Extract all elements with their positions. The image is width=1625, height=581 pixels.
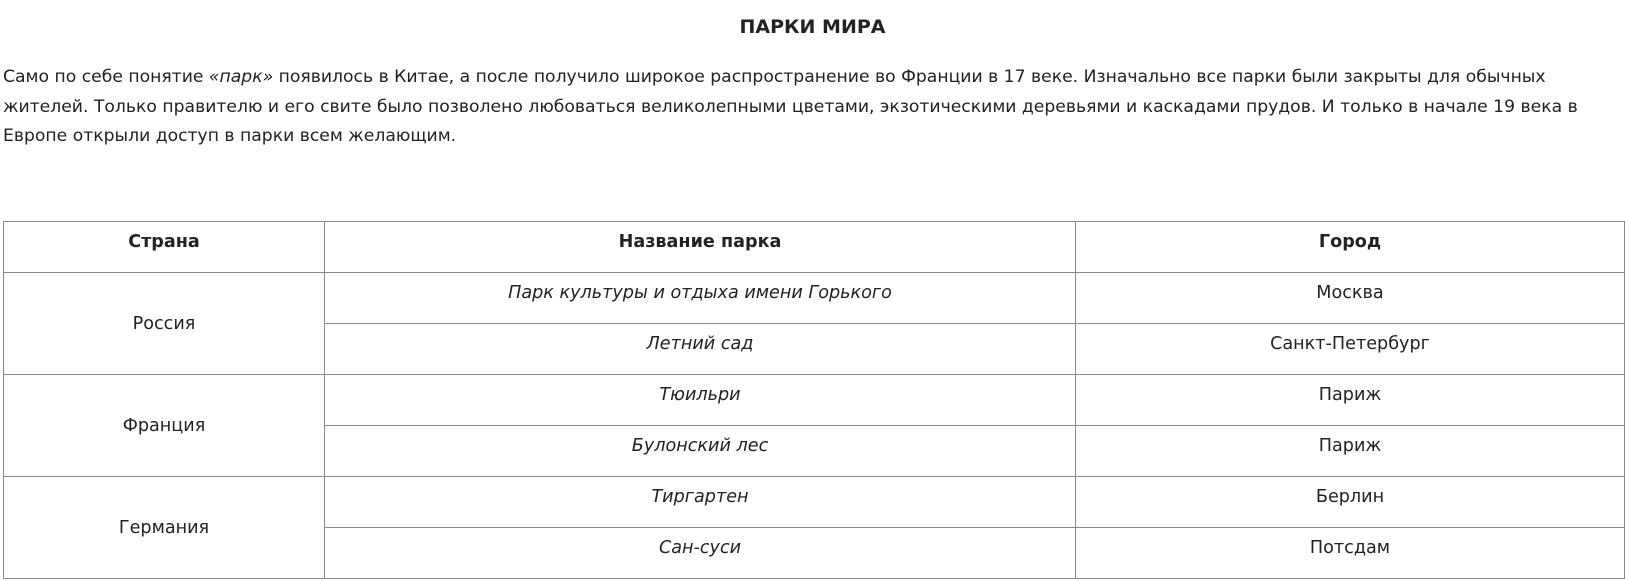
- table-row: [4, 477, 1625, 528]
- city-cell: Берлин: [1076, 477, 1625, 528]
- park-name-cell: Летний сад: [325, 324, 1076, 375]
- city-cell: Санкт-Петербург: [1076, 324, 1625, 375]
- city-cell: Париж: [1076, 426, 1625, 477]
- intro-text-rest: появилось в Китае, а после получило широкое распространение во Франции в 17 веке. Изначально все парки были закрыты для обычных жителей. Только правителю и его свите было позволено любоваться великолепными цветами, экзотическими деревьями и каскадами прудов. И только в начале 19 века в Европе открыли доступ в парки всем желающим.: [3, 67, 1578, 146]
- country-cell: Германия: [4, 477, 325, 579]
- page-title: ПАРКИ МИРА: [739, 16, 886, 38]
- intro-paragraph: [3, 63, 1603, 152]
- city-cell: Париж: [1076, 375, 1625, 426]
- header-park-name: Название парка: [325, 222, 1076, 273]
- park-name-cell: Тюильри: [325, 375, 1076, 426]
- intro-emphasis: «парк»: [208, 67, 274, 87]
- park-name-cell: Парк культуры и отдыха имени Горького: [325, 273, 1076, 324]
- header-country: Страна: [4, 222, 325, 273]
- park-name-cell: Сан-суси: [325, 528, 1076, 579]
- country-cell: Россия: [4, 273, 325, 375]
- park-name-cell: Тиргартен: [325, 477, 1076, 528]
- table-row: [4, 375, 1625, 426]
- country-cell: Франция: [4, 375, 325, 477]
- table-header-row: [4, 222, 1625, 273]
- parks-table: [3, 221, 1625, 579]
- city-cell: Потсдам: [1076, 528, 1625, 579]
- table-row: [4, 273, 1625, 324]
- park-name-cell: Булонский лес: [325, 426, 1076, 477]
- city-cell: Москва: [1076, 273, 1625, 324]
- header-city: Город: [1076, 222, 1625, 273]
- intro-text-start: Само по себе понятие: [3, 67, 209, 87]
